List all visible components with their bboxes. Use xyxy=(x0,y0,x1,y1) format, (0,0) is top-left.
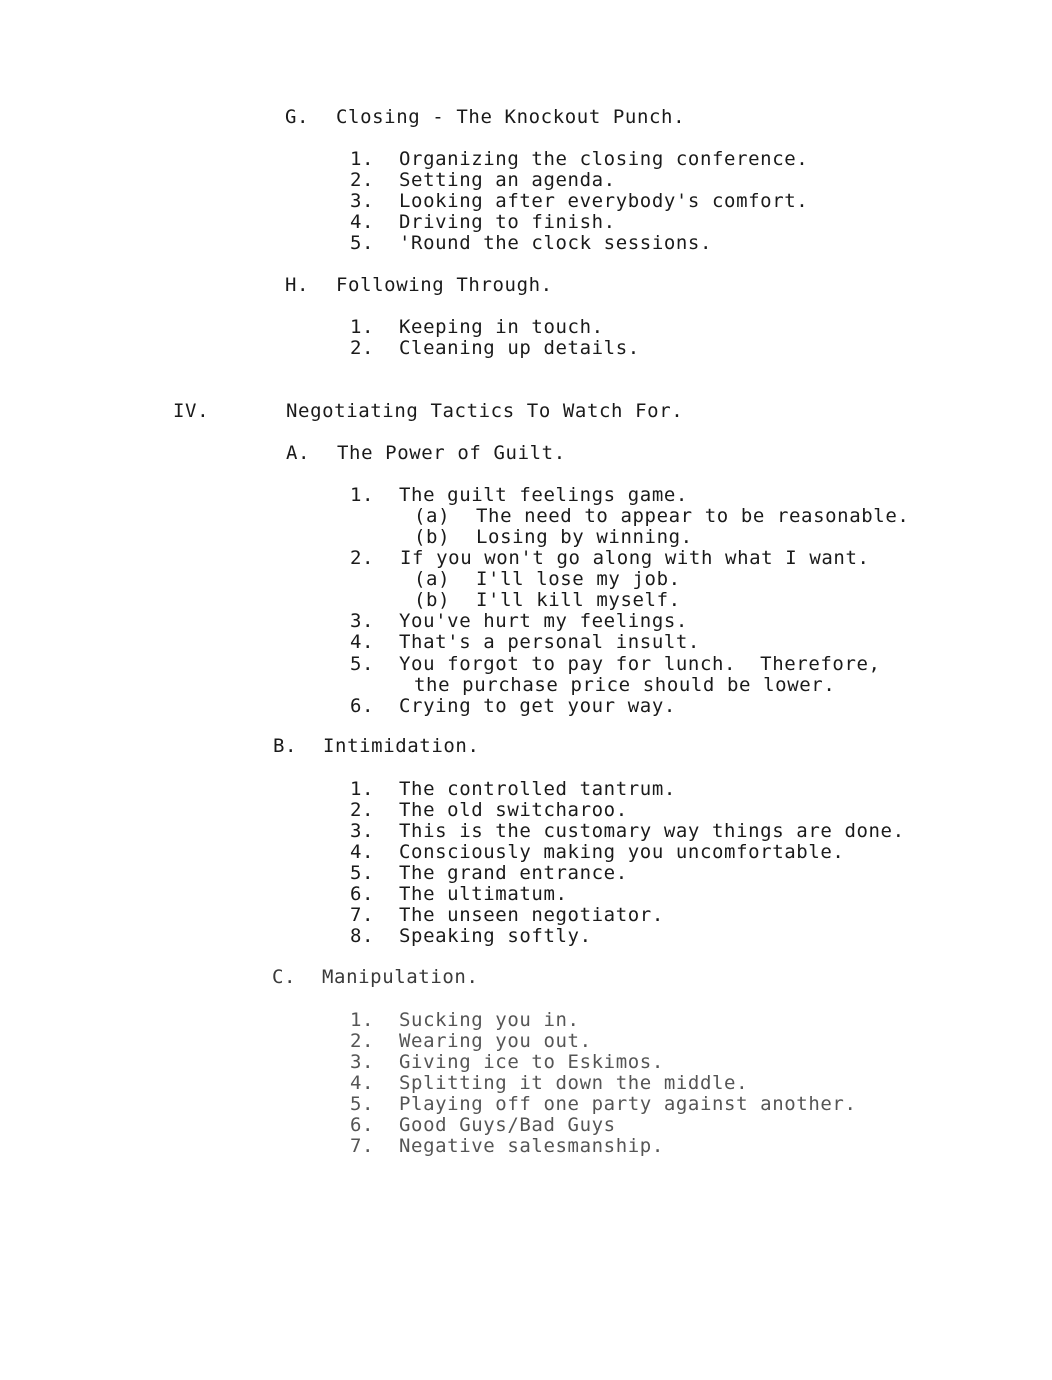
list-item-number: 2. xyxy=(350,1030,375,1052)
list-item-continuation: the purchase price should be lower. xyxy=(414,674,836,696)
list-item-text: Speaking softly. xyxy=(399,925,592,947)
list-item-number: 1. xyxy=(350,148,375,170)
section-iv-title: Negotiating Tactics To Watch For. xyxy=(286,400,684,422)
list-item-text: That's a personal insult. xyxy=(399,631,700,653)
list-item-text: Driving to finish. xyxy=(399,211,616,233)
list-item-text: 'Round the clock sessions. xyxy=(399,232,713,254)
list-item-text: Splitting it down the middle. xyxy=(399,1072,749,1094)
list-item-text: The old switcharoo. xyxy=(399,799,628,821)
list-item-number: 3. xyxy=(350,190,375,212)
list-item-text: Giving ice to Eskimos. xyxy=(399,1051,664,1073)
list-item-number: 8. xyxy=(350,925,375,947)
list-item-number: 5. xyxy=(350,653,375,675)
list-item-text: Organizing the closing conference. xyxy=(399,148,809,170)
list-item-number: 5. xyxy=(350,862,375,884)
list-item-number: 5. xyxy=(350,1093,375,1115)
section-c-letter: C. xyxy=(272,966,297,988)
list-item-number: 1. xyxy=(350,484,375,506)
section-b-letter: B. xyxy=(273,735,298,757)
sub-item-text: I'll lose my job. xyxy=(476,568,681,590)
list-item-number: 1. xyxy=(350,316,375,338)
sub-item-text: I'll kill myself. xyxy=(476,589,681,611)
sub-item-text: The need to appear to be reasonable. xyxy=(476,505,910,527)
section-h-letter: H. xyxy=(285,274,310,296)
section-iv-numeral: IV. xyxy=(173,400,210,422)
list-item-text: The unseen negotiator. xyxy=(399,904,664,926)
sub-item-letter: (b) xyxy=(414,589,451,611)
sub-item-letter: (b) xyxy=(414,526,451,548)
section-c-title: Manipulation. xyxy=(322,966,479,988)
list-item-number: 4. xyxy=(350,841,375,863)
section-b-title: Intimidation. xyxy=(323,735,480,757)
sub-item-letter: (a) xyxy=(414,568,451,590)
list-item-number: 4. xyxy=(350,211,375,233)
list-item-text: Crying to get your way. xyxy=(399,695,676,717)
list-item-number: 2. xyxy=(350,547,375,569)
list-item-number: 2. xyxy=(350,337,375,359)
section-h-title: Following Through. xyxy=(336,274,553,296)
list-item-text: Negative salesmanship. xyxy=(399,1135,664,1157)
list-item-text: The guilt feelings game. xyxy=(399,484,688,506)
list-item-text: The controlled tantrum. xyxy=(399,778,676,800)
list-item-text: You forgot to pay for lunch. Therefore, xyxy=(399,653,881,675)
list-item-text: Looking after everybody's comfort. xyxy=(399,190,809,212)
list-item-text: Sucking you in. xyxy=(399,1009,580,1031)
list-item-number: 4. xyxy=(350,631,375,653)
list-item-text: Setting an agenda. xyxy=(399,169,616,191)
list-item-number: 7. xyxy=(350,904,375,926)
sub-item-text: Losing by winning. xyxy=(476,526,693,548)
list-item-text: The ultimatum. xyxy=(399,883,568,905)
list-item-number: 7. xyxy=(350,1135,375,1157)
list-item-number: 5. xyxy=(350,232,375,254)
list-item-number: 2. xyxy=(350,169,375,191)
section-g-title: Closing - The Knockout Punch. xyxy=(336,106,686,128)
list-item-number: 1. xyxy=(350,778,375,800)
list-item-number: 6. xyxy=(350,883,375,905)
list-item-number: 4. xyxy=(350,1072,375,1094)
list-item-text: Wearing you out. xyxy=(399,1030,592,1052)
list-item-number: 2. xyxy=(350,799,375,821)
list-item-text: The grand entrance. xyxy=(399,862,628,884)
list-item-number: 6. xyxy=(350,1114,375,1136)
list-item-text: You've hurt my feelings. xyxy=(399,610,688,632)
list-item-number: 6. xyxy=(350,695,375,717)
list-item-text: Playing off one party against another. xyxy=(399,1093,857,1115)
section-a-letter: A. xyxy=(286,442,311,464)
list-item-text: Cleaning up details. xyxy=(399,337,640,359)
list-item-text: Good Guys/Bad Guys xyxy=(399,1114,616,1136)
list-item-text: Keeping in touch. xyxy=(399,316,604,338)
section-a-title: The Power of Guilt. xyxy=(337,442,566,464)
sub-item-letter: (a) xyxy=(414,505,451,527)
list-item-text: This is the customary way things are done. xyxy=(399,820,905,842)
list-item-text: If you won't go along with what I want. xyxy=(400,547,870,569)
list-item-number: 3. xyxy=(350,610,375,632)
list-item-number: 3. xyxy=(350,1051,375,1073)
list-item-text: Consciously making you uncomfortable. xyxy=(399,841,845,863)
list-item-number: 3. xyxy=(350,820,375,842)
list-item-number: 1. xyxy=(350,1009,375,1031)
section-g-letter: G. xyxy=(285,106,310,128)
